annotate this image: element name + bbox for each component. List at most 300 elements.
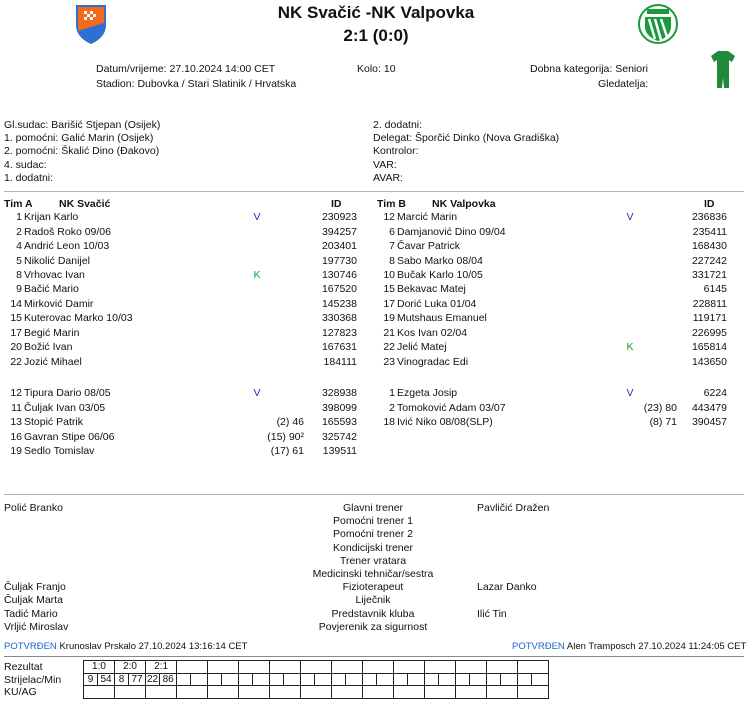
scorer-minute-cell — [439, 673, 456, 686]
scorer-minute-cell — [377, 673, 394, 686]
staff-row — [0, 594, 752, 607]
player-mark — [250, 415, 264, 429]
staff-role: Pomoćni trener 2 — [333, 528, 413, 541]
player-mark: V — [626, 387, 634, 400]
official-assistant-2: 2. pomoćni: Škalić Dino (Đakovo) — [4, 145, 160, 158]
player-id: 165593 — [321, 416, 357, 429]
player-number: 22 — [10, 355, 22, 368]
ku-ag-cell — [239, 686, 270, 699]
player-substitution — [264, 224, 308, 238]
player-mark — [250, 340, 264, 354]
player-mark — [250, 400, 264, 414]
scorer-minute-cell — [425, 673, 439, 686]
player-number: 8 — [16, 268, 22, 281]
player-name: Sedlo Tomislav — [24, 444, 95, 457]
player-mark — [250, 354, 264, 368]
player-name: Begić Marin — [24, 326, 80, 339]
player-number: 18 — [383, 416, 395, 429]
match-title: NK Svačić -NK Valpovka — [277, 3, 475, 22]
team-a-name: NK Svačić — [59, 198, 111, 210]
player-id: 6224 — [703, 387, 727, 400]
ku-ag-cell — [425, 686, 456, 699]
ku-ag-cell — [208, 686, 239, 699]
player-number: 11 — [11, 401, 22, 414]
player-row — [4, 311, 357, 325]
player-name: Vinogradac Edi — [397, 355, 469, 368]
player-row — [4, 354, 357, 368]
officials-left — [4, 119, 160, 185]
player-row — [377, 239, 727, 253]
ku-ag-cell — [363, 686, 394, 699]
ku-ag-cell — [84, 686, 115, 699]
result-score-cell — [394, 661, 425, 674]
scorer-minute-cell — [346, 673, 363, 686]
player-id: 139511 — [322, 444, 357, 457]
player-number: 8 — [389, 254, 395, 267]
player-number: 22 — [383, 341, 395, 354]
player-name: Božić Ivan — [24, 341, 73, 354]
official-fourth: 4. sudac: — [4, 158, 47, 171]
player-substitution: (15) 90² — [267, 430, 304, 443]
player-number: 17 — [10, 326, 22, 339]
player-id: 331721 — [691, 268, 727, 281]
result-score-cell: 2:0 — [115, 661, 146, 674]
player-row — [4, 253, 357, 267]
result-score-cell — [301, 661, 332, 674]
scorer-minute-cell — [270, 673, 284, 686]
player-number: 7 — [389, 240, 395, 253]
scorer-minute-cell — [208, 673, 222, 686]
player-substitution — [264, 268, 308, 282]
spectators: Gledatelja: — [598, 78, 649, 90]
player-number: 4 — [16, 240, 22, 253]
player-number: 17 — [383, 297, 395, 310]
scorer-minute-cell: 54 — [98, 673, 115, 686]
player-substitution — [264, 282, 308, 296]
official-controller: Kontrolor: — [373, 145, 419, 158]
label-ku-ag: KU/AG — [4, 686, 37, 699]
player-name: Jozić Mihael — [24, 355, 82, 368]
player-number: 2 — [16, 225, 22, 238]
result-score-cell — [239, 661, 270, 674]
staff-role: Pomoćni trener 1 — [333, 515, 413, 528]
player-id: 127823 — [321, 326, 357, 339]
result-score-cell — [208, 661, 239, 674]
player-substitution: (2) 46 — [276, 416, 304, 429]
staff-row — [0, 502, 752, 515]
player-number: 5 — [16, 254, 22, 267]
scorer-minute-cell: 22 — [147, 673, 159, 685]
staff-role: Fizioterapeut — [342, 581, 404, 594]
player-mark — [623, 224, 637, 238]
player-substitution — [264, 326, 308, 340]
player-number: 13 — [10, 416, 22, 429]
player-mark — [623, 415, 637, 429]
player-row — [4, 224, 357, 238]
player-mark — [250, 224, 264, 238]
scorer-minute-cell — [315, 673, 332, 686]
result-score-cell — [425, 661, 456, 674]
player-row — [4, 429, 357, 443]
confirm-a-text: Krunoslav Prskalo 27.10.2024 13:16:14 CET — [59, 641, 248, 652]
official-additional-2: 2. dodatni: — [373, 119, 423, 131]
result-score-cell — [270, 661, 301, 674]
player-name: Damjanović Dino 09/04 — [397, 225, 506, 238]
player-substitution — [637, 253, 681, 267]
player-number: 21 — [383, 326, 395, 339]
player-row — [377, 311, 727, 325]
scorer-minute-cell — [253, 673, 270, 686]
staff-role: Liječnik — [355, 594, 391, 607]
player-row — [4, 386, 357, 400]
player-row — [377, 297, 727, 311]
staff-team-a: Tadić Mario — [4, 607, 58, 620]
player-substitution — [637, 354, 681, 368]
scorer-minute-cell — [177, 673, 191, 686]
staff-role: Trener vratara — [339, 554, 407, 567]
player-id: 167520 — [321, 283, 357, 296]
player-number: 14 — [10, 297, 22, 310]
scorer-minute-cell: 9 — [84, 673, 98, 686]
player-number: 15 — [10, 312, 22, 325]
ku-ag-cell — [301, 686, 332, 699]
team-b-id-header: ID — [704, 198, 715, 210]
player-substitution — [264, 210, 308, 224]
player-mark — [250, 311, 264, 325]
staff-role: Kondicijski trener — [333, 541, 413, 554]
player-id: 235411 — [692, 225, 727, 238]
divider-officials — [4, 191, 744, 192]
player-id: 184111 — [323, 355, 357, 368]
scorer-minute-cell — [222, 673, 239, 686]
player-id: 236836 — [691, 211, 727, 224]
match-round: Kolo: 10 — [357, 63, 396, 75]
player-number: 20 — [10, 341, 22, 354]
player-substitution — [637, 297, 681, 311]
player-id: 119171 — [692, 312, 727, 325]
scorer-minute-cell — [239, 673, 253, 686]
player-row — [4, 210, 357, 224]
scorer-minute-cell: 77 — [129, 673, 146, 686]
label-scorer-minute: Strijelac/Min — [4, 673, 62, 686]
player-substitution: (8) 71 — [649, 416, 677, 429]
player-mark — [623, 326, 637, 340]
confirm-team-b — [512, 641, 746, 652]
player-id: 330368 — [321, 312, 357, 325]
divider-results — [4, 656, 744, 657]
scorer-minute-cell — [501, 673, 518, 686]
player-id: 167631 — [321, 341, 357, 354]
player-number: 16 — [10, 430, 22, 443]
player-row — [4, 326, 357, 340]
player-row — [4, 400, 357, 414]
result-score-cell: 2:1 — [146, 661, 177, 674]
player-row — [377, 386, 727, 400]
player-substitution — [264, 354, 308, 368]
confirm-b-tag: POTVRĐEN — [512, 641, 565, 652]
player-name: Mirković Damir — [24, 297, 94, 310]
staff-team-a: Polić Branko — [4, 502, 63, 514]
staff-row — [0, 581, 752, 594]
player-row — [4, 297, 357, 311]
player-name: Ezgeta Josip — [397, 387, 458, 400]
player-name: Radoš Roko 09/06 — [24, 225, 111, 238]
nk-valpovka-logo — [637, 3, 679, 45]
player-mark — [250, 444, 264, 458]
ku-ag-cell — [487, 686, 518, 699]
staff-row — [0, 515, 752, 528]
staff-row — [0, 621, 752, 634]
ku-ag-cell — [394, 686, 425, 699]
player-name: Kos Ivan 02/04 — [397, 326, 468, 339]
scorer-minute-cell — [332, 673, 346, 686]
staff-team-b: Pavličić Dražen — [477, 502, 550, 514]
player-name: Krijan Karlo — [24, 211, 79, 224]
official-delegate: Delegat: Šporčić Dinko (Nova Gradiška) — [373, 132, 560, 145]
player-name: Ivić Niko 08/08(SLP) — [397, 416, 493, 429]
player-id: 168430 — [691, 240, 727, 253]
team-b-label: Tim B — [377, 198, 406, 210]
player-id: 227242 — [691, 254, 727, 267]
team-a-label: Tim A — [4, 198, 33, 210]
player-mark — [250, 239, 264, 253]
ku-ag-cell — [332, 686, 363, 699]
player-row — [377, 224, 727, 238]
staff-team-b: Lazar Danko — [477, 581, 537, 594]
player-row — [4, 282, 357, 296]
player-name: Bačić Mario — [24, 283, 79, 296]
player-name: Gavran Stipe 06/06 — [24, 430, 115, 443]
player-number: 9 — [16, 283, 22, 296]
player-id: 130746 — [321, 268, 357, 281]
official-head-referee: Gl.sudac: Barišić Stjepan (Osijek) — [4, 119, 161, 131]
player-number: 10 — [383, 268, 395, 281]
player-row — [377, 415, 727, 429]
match-score: 2:1 (0:0) — [343, 26, 409, 45]
player-name: Dorić Luka 01/04 — [397, 297, 477, 310]
player-substitution — [637, 340, 681, 354]
player-id: 390457 — [691, 416, 727, 429]
player-name: Mutshaus Emanuel — [397, 312, 487, 325]
player-number: 15 — [383, 283, 395, 296]
player-substitution — [264, 400, 308, 414]
player-row — [377, 268, 727, 282]
player-row — [377, 253, 727, 267]
staff-row — [0, 528, 752, 541]
staff-team-a: Čuljak Franjo — [4, 581, 66, 594]
player-substitution — [637, 239, 681, 253]
divider-lineups — [4, 494, 744, 495]
player-substitution — [264, 239, 308, 253]
player-number: 12 — [383, 211, 395, 224]
player-name: Čuljak Ivan 03/05 — [24, 401, 106, 414]
ku-ag-cell — [115, 686, 146, 699]
player-row — [4, 340, 357, 354]
results-row-labels — [4, 661, 61, 699]
player-row — [4, 268, 357, 282]
player-mark — [250, 297, 264, 311]
player-substitution: (23) 80 — [643, 401, 677, 414]
player-id: 443479 — [691, 401, 727, 414]
player-mark — [250, 282, 264, 296]
player-row — [377, 210, 727, 224]
player-name: Stopić Patrik — [24, 416, 83, 429]
player-row — [377, 326, 727, 340]
player-name: Andrić Leon 10/03 — [24, 240, 110, 253]
result-score-cell — [332, 661, 363, 674]
player-number: 23 — [383, 355, 395, 368]
player-row — [4, 239, 357, 253]
player-substitution — [637, 210, 681, 224]
player-name: Jelić Matej — [397, 341, 447, 354]
ku-ag-cell — [177, 686, 208, 699]
scorer-minute-cell — [518, 673, 532, 686]
player-substitution — [637, 311, 681, 325]
staff-team-a: Vrljić Miroslav — [4, 620, 69, 633]
player-substitution — [637, 224, 681, 238]
player-row — [377, 400, 727, 414]
player-number: 1 — [389, 387, 395, 400]
staff-role: Predstavnik kluba — [331, 607, 415, 620]
scorer-minute-cell — [284, 673, 301, 686]
officials-right — [373, 119, 559, 185]
match-stadium: Stadion: Dubovka / Stari Slatinik / Hrvatska — [96, 78, 297, 90]
scorer-minute-cell — [456, 673, 470, 686]
player-number: 19 — [383, 312, 395, 325]
player-name: Nikolić Danijel — [24, 254, 90, 267]
staff-row — [0, 608, 752, 621]
player-mark: K — [253, 268, 261, 281]
staff-team-b: Ilić Tin — [477, 607, 507, 620]
player-name: Kuterovac Marko 10/03 — [24, 312, 133, 325]
player-substitution — [264, 297, 308, 311]
player-id: 145238 — [321, 297, 357, 310]
team-a-substitutes — [4, 386, 357, 458]
player-name: Marcić Marin — [397, 211, 458, 224]
player-mark: V — [626, 211, 634, 224]
result-score-cell — [363, 661, 394, 674]
scorer-minute-cell: 8 — [115, 673, 129, 686]
staff-role: Povjerenik za sigurnost — [318, 620, 428, 633]
confirm-b-text: Alen Tramposch 27.10.2024 11:24:05 CET — [566, 641, 747, 652]
player-row — [377, 354, 727, 368]
player-substitution — [264, 340, 308, 354]
player-mark: V — [253, 387, 261, 400]
player-mark — [623, 354, 637, 368]
player-row — [4, 415, 357, 429]
ku-ag-cell — [146, 686, 177, 699]
player-substitution — [264, 311, 308, 325]
team-b-name: NK Valpovka — [432, 198, 496, 210]
player-number: 1 — [16, 211, 22, 224]
player-id: 203401 — [321, 240, 357, 253]
player-id: 165814 — [691, 341, 727, 354]
player-name: Tipura Dario 08/05 — [24, 387, 111, 400]
player-mark — [623, 239, 637, 253]
official-assistant-1: 1. pomoćni: Galić Marin (Osijek) — [4, 132, 154, 145]
scorer-minute-cell — [532, 673, 549, 686]
player-name: Vrhovac Ivan — [24, 268, 85, 281]
player-name: Tomoković Adam 03/07 — [397, 401, 506, 414]
result-score-cell: 1:0 — [84, 661, 115, 674]
staff-role: Glavni trener — [342, 502, 404, 514]
player-id: 325742 — [321, 430, 357, 443]
scorer-minute-cell — [487, 673, 501, 686]
player-number: 19 — [10, 444, 22, 457]
player-id: 230923 — [321, 211, 357, 224]
player-name: Bučak Karlo 10/05 — [397, 268, 483, 281]
player-mark — [250, 253, 264, 267]
player-mark — [623, 253, 637, 267]
player-substitution — [637, 282, 681, 296]
staff-row — [0, 568, 752, 581]
player-substitution: (17) 61 — [270, 444, 304, 457]
scorer-minute-cell — [408, 673, 425, 686]
team-b-substitutes — [377, 386, 727, 429]
result-score-cell — [456, 661, 487, 674]
player-substitution — [637, 386, 681, 400]
player-id: 394257 — [321, 225, 357, 238]
player-number: 6 — [389, 225, 395, 238]
ku-ag-cell — [518, 686, 549, 699]
player-id: 143650 — [691, 355, 727, 368]
age-category: Dobna kategorija: Seniori — [530, 63, 648, 75]
scorer-minute-cell — [363, 673, 377, 686]
staff-role: Medicinski tehničar/sestra — [312, 567, 434, 580]
confirm-team-a — [4, 641, 247, 652]
player-substitution — [264, 253, 308, 267]
official-var: VAR: — [373, 158, 397, 171]
result-score-cell — [518, 661, 549, 674]
player-id: 398099 — [321, 401, 357, 414]
result-score-cell — [487, 661, 518, 674]
player-substitution — [637, 268, 681, 282]
label-result: Rezultat — [4, 661, 43, 673]
team-a-starters — [4, 210, 357, 369]
player-id: 226995 — [691, 326, 727, 339]
player-mark — [623, 282, 637, 296]
player-name: Bekavac Matej — [397, 283, 466, 296]
staff-team-a: Čuljak Marta — [4, 594, 63, 607]
player-mark — [250, 429, 264, 443]
match-datetime: Datum/vrijeme: 27.10.2024 14:00 CET — [96, 63, 276, 75]
player-name: Čavar Patrick — [397, 240, 461, 253]
player-id: 197730 — [321, 254, 357, 267]
player-id: 328938 — [321, 387, 357, 400]
player-row — [377, 282, 727, 296]
results-grid — [83, 660, 549, 699]
result-score-cell — [177, 661, 208, 674]
player-mark — [623, 268, 637, 282]
player-id: 6145 — [703, 283, 727, 296]
player-mark — [623, 400, 637, 414]
player-number: 12 — [10, 387, 22, 400]
official-additional-1: 1. dodatni: — [4, 171, 54, 184]
ku-ag-cell — [456, 686, 487, 699]
player-id: 228811 — [692, 297, 727, 310]
player-name: Sabo Marko 08/04 — [397, 254, 483, 267]
staff-row — [0, 542, 752, 555]
staff-row — [0, 555, 752, 568]
scorer-minute-cell — [394, 673, 408, 686]
player-mark: V — [253, 211, 261, 224]
player-mark — [250, 326, 264, 340]
confirm-a-tag: POTVRĐEN — [4, 641, 57, 652]
team-a-id-header: ID — [331, 198, 342, 210]
player-substitution — [637, 326, 681, 340]
scorer-minute-cell — [191, 673, 208, 686]
player-substitution — [264, 386, 308, 400]
